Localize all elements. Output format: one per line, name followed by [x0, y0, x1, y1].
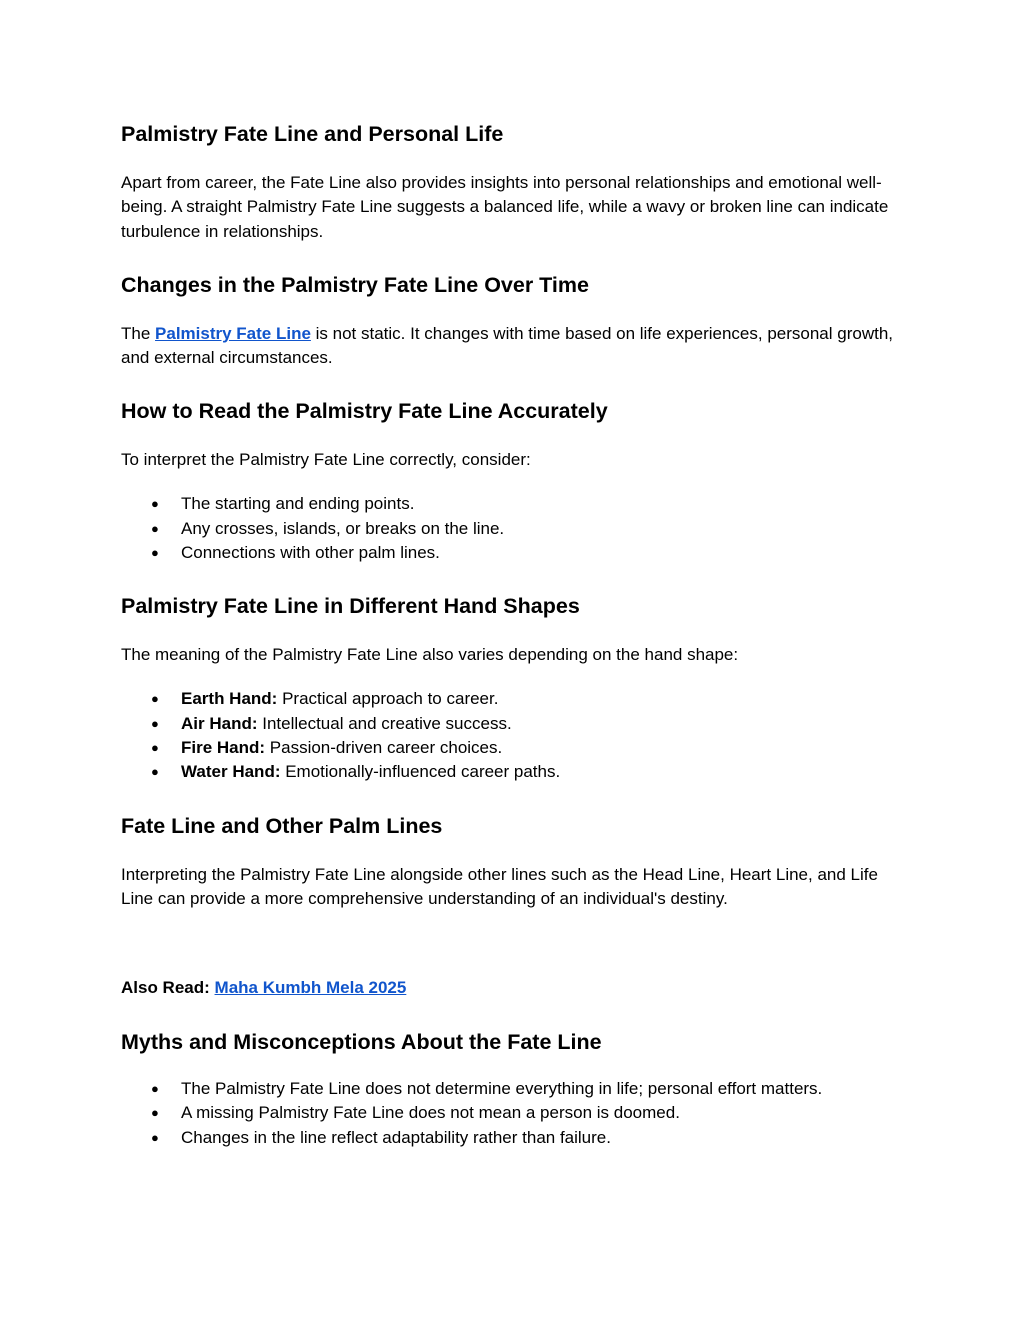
- list-item-term: Water Hand:: [181, 762, 281, 782]
- paragraph-suffix: is not static. It changes with time based on life experiences, personal growth, and external circumstances.: [121, 324, 894, 368]
- list-item: [121, 687, 911, 711]
- bullet-icon: ●: [151, 496, 159, 512]
- section-personal-life: [121, 120, 911, 244]
- section-myths: [121, 1028, 911, 1150]
- maha-kumbh-mela-link[interactable]: Maha Kumbh Mela 2025: [214, 978, 407, 997]
- section-heading: Changes in the Palmistry Fate Line Over Time: [121, 273, 589, 297]
- bullet-icon: ●: [151, 520, 159, 536]
- section-how-to-read: [121, 397, 911, 565]
- section-other-palm-lines: [121, 812, 911, 912]
- list-item: ● Connections with other palm lines.: [121, 541, 911, 565]
- bullet-icon: ●: [151, 715, 159, 731]
- list-item: ● The starting and ending points.: [121, 492, 911, 516]
- bullet-icon: ●: [151, 1081, 159, 1096]
- also-read-label: Also Read:: [121, 978, 215, 997]
- section-paragraph: [121, 322, 911, 371]
- bullet-icon: ●: [151, 544, 159, 560]
- also-read-line: [121, 976, 911, 1000]
- list-item: [121, 736, 911, 760]
- section-heading: Fate Line and Other Palm Lines: [121, 814, 443, 838]
- list-item: [121, 712, 911, 736]
- list-item-term: Earth Hand:: [181, 689, 278, 709]
- list-item-desc: Emotionally-influenced career paths.: [280, 762, 561, 782]
- section-heading: Myths and Misconceptions About the Fate Line: [121, 1030, 602, 1054]
- bullet-list: [121, 687, 911, 784]
- list-item-term: Fire Hand:: [181, 737, 266, 757]
- section-intro: The meaning of the Palmistry Fate Line also varies depending on the hand shape:: [121, 645, 739, 664]
- palmistry-fate-line-link[interactable]: Palmistry Fate Line: [155, 324, 311, 343]
- list-item: ● Changes in the line reflect adaptability rather than failure.: [121, 1126, 911, 1150]
- section-paragraph: Apart from career, the Fate Line also provides insights into personal relationships and emotional well-being. A straight Palmistry Fate Line suggests a balanced life, while a wavy or broken line can indicate turbulence in relationships.: [121, 173, 889, 241]
- list-item-desc: Passion-driven career choices.: [265, 737, 503, 757]
- list-item: ● A missing Palmistry Fate Line does not mean a person is doomed.: [121, 1101, 911, 1125]
- list-item-desc: Intellectual and creative success.: [257, 713, 512, 733]
- bullet-list: [121, 1077, 911, 1150]
- also-read: [121, 976, 911, 1000]
- section-heading: How to Read the Palmistry Fate Line Accurately: [121, 399, 608, 423]
- section-hand-shapes: [121, 592, 911, 784]
- list-item-desc: Practical approach to career.: [277, 689, 499, 709]
- section-intro: To interpret the Palmistry Fate Line correctly, consider:: [121, 450, 531, 469]
- list-item: [121, 760, 911, 784]
- list-item: ● Any crosses, islands, or breaks on the line.: [121, 517, 911, 541]
- section-paragraph: Interpreting the Palmistry Fate Line alongside other lines such as the Head Line, Heart Line, and Life Line can provide a more comprehensive understanding of an individual's destiny.: [121, 865, 878, 909]
- bullet-icon: ●: [151, 1105, 159, 1121]
- section-heading: Palmistry Fate Line and Personal Life: [121, 122, 504, 146]
- bullet-icon: ●: [151, 691, 159, 707]
- section-heading: Palmistry Fate Line in Different Hand Shapes: [121, 594, 580, 618]
- bullet-icon: ●: [151, 764, 159, 780]
- list-item: ● The Palmistry Fate Line does not determine everything in life; personal effort matters.: [121, 1077, 911, 1101]
- section-changes-over-time: [121, 271, 911, 371]
- bullet-icon: ●: [151, 1129, 159, 1145]
- bullet-list: [121, 492, 911, 565]
- bullet-icon: ●: [151, 739, 159, 755]
- list-item-term: Air Hand:: [181, 713, 258, 733]
- paragraph-prefix: The: [121, 324, 156, 343]
